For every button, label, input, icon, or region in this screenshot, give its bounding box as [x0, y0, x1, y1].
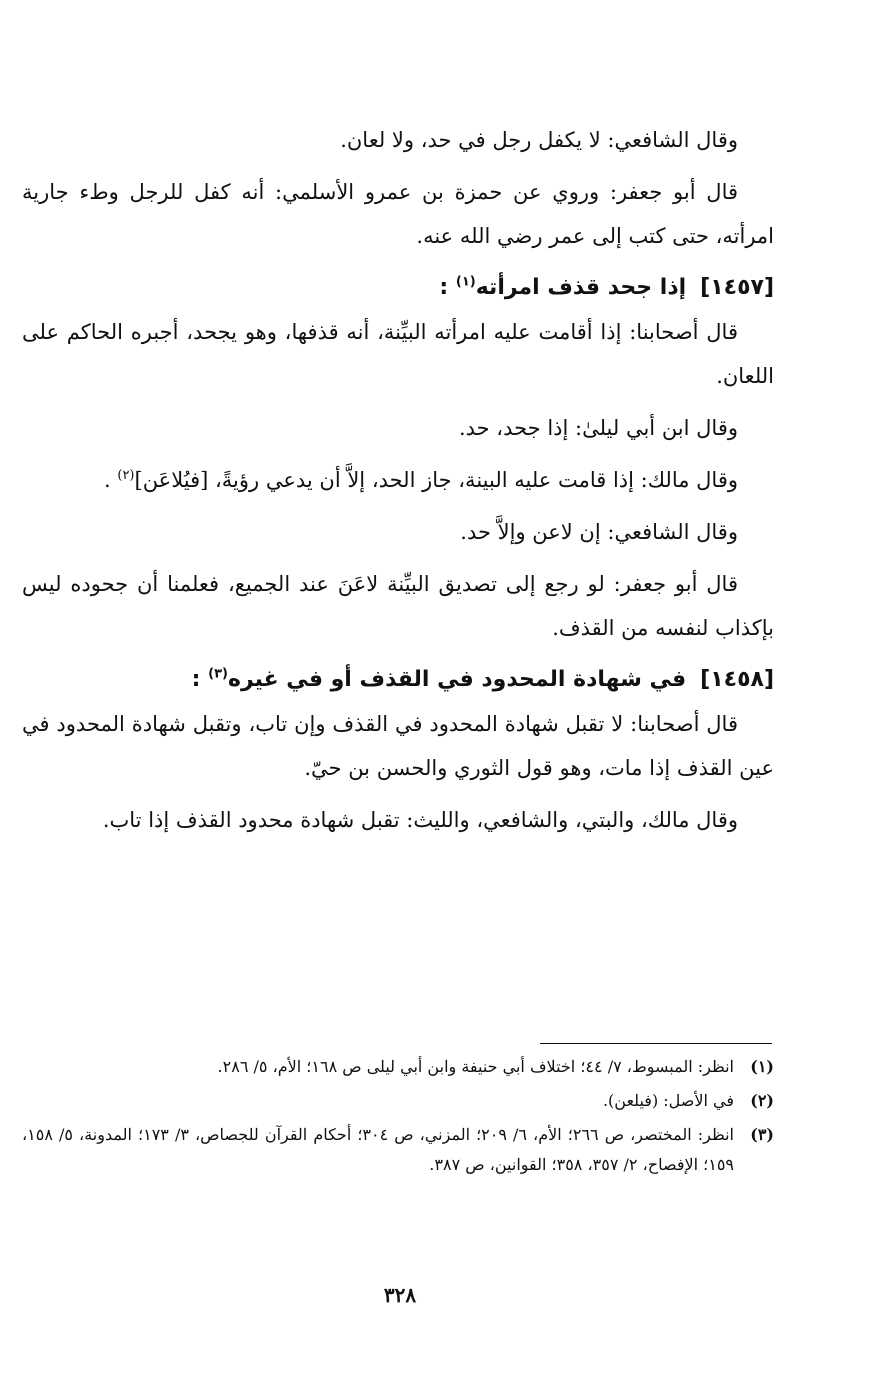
footnote-mark: (١): [750, 1057, 774, 1076]
paragraph-shafii-kafala: وقال الشافعي: لا يكفل رجل في حد، ولا لعان.: [340, 128, 738, 152]
footnotes: [22, 1052, 774, 1184]
paragraph-ibn-abi-layla: وقال ابن أبي ليلىٰ: إذا جحد، حد.: [458, 416, 738, 440]
paragraph-malik-1457: [22, 458, 774, 502]
section-number: [١٤٥٧]: [700, 275, 774, 300]
footnote-text: انظر: المبسوط، ٧/ ٤٤؛ اختلاف أبي حنيفة وابن أبي ليلى ص ١٦٨؛ الأم، ٥/ ٢٨٦.: [217, 1057, 734, 1076]
paragraph-shafii-1457: وقال الشافعي: إن لاعن وإلاَّ حد.: [460, 520, 738, 544]
page-body: [22, 118, 774, 850]
paragraph-ashabuna-1458: قال أصحابنا: لا تقبل شهادة المحدود في القذف وإن تاب، وتقبل شهادة المحدود في عين القذف إذا مات، وهو قول الثوري والحسن بن حيّ.: [22, 712, 774, 780]
paragraph-text: وقال مالك: إذا قامت عليه البينة، جاز الحد، إلاَّ أن يدعي رؤيةً، [فيُلاعَن]: [134, 468, 738, 492]
section-number: [١٤٥٨]: [700, 667, 774, 692]
footnote-text: انظر: المختصر، ص ٢٦٦؛ الأم، ٦/ ٢٠٩؛ المزني، ص ٣٠٤؛ أحكام القرآن للجصاص، ٣/ ١٧٣؛ المدونة، ٥/ ١٥٨، ١٥٩؛ الإفصاح، ٢/ ٣٥٧، ٣٥٨؛ القوانين، ص ٣٨٧.: [22, 1125, 735, 1174]
footnote-mark: (٣): [750, 1125, 774, 1144]
paragraph-abu-jafar-hamza: قال أبو جعفر: وروي عن حمزة بن عمرو الأسلمي: أنه كفل للرجل وطء جارية امرأته، حتى كتب إلى عمر رضي الله عنه.: [22, 180, 774, 248]
paragraph-abu-jafar-1457: قال أبو جعفر: لو رجع إلى تصديق البيِّنة لاعَنَ عند الجميع، فعلمنا أن جحوده ليس بإكذاب لنفسه من القذف.: [22, 572, 774, 640]
section-title: إذا جحد قذف امرأته: [475, 275, 687, 300]
footnote-2: [22, 1086, 774, 1116]
section-heading-1457: [22, 266, 774, 310]
footnote-ref: (٢): [117, 468, 135, 483]
page-number: ٣٢٨: [383, 1283, 417, 1307]
paragraph-malik-1458: وقال مالك، والبتي، والشافعي، والليث: تقبل شهادة محدود القذف إذا تاب.: [102, 808, 738, 832]
footnote-text: في الأصل: (فيلعن).: [602, 1091, 734, 1110]
heading-colon: :: [439, 275, 449, 300]
footnote-3: [22, 1120, 774, 1180]
paragraph-ashabuna-1457: قال أصحابنا: إذا أقامت عليه امرأته البيِّنة، أنه قذفها، وهو يجحد، أجبره الحاكم على اللعان.: [22, 320, 774, 388]
section-title: في شهادة المحدود في القذف أو في غيره: [227, 667, 687, 692]
footnote-divider: [540, 1043, 772, 1044]
footnote-mark: (٢): [750, 1091, 774, 1110]
footnote-1: [22, 1052, 774, 1082]
paragraph-end: .: [103, 468, 111, 492]
heading-colon: :: [191, 667, 201, 692]
footnote-ref: (٣): [208, 666, 228, 682]
footnote-ref: (١): [455, 274, 476, 290]
section-heading-1458: [22, 658, 774, 702]
